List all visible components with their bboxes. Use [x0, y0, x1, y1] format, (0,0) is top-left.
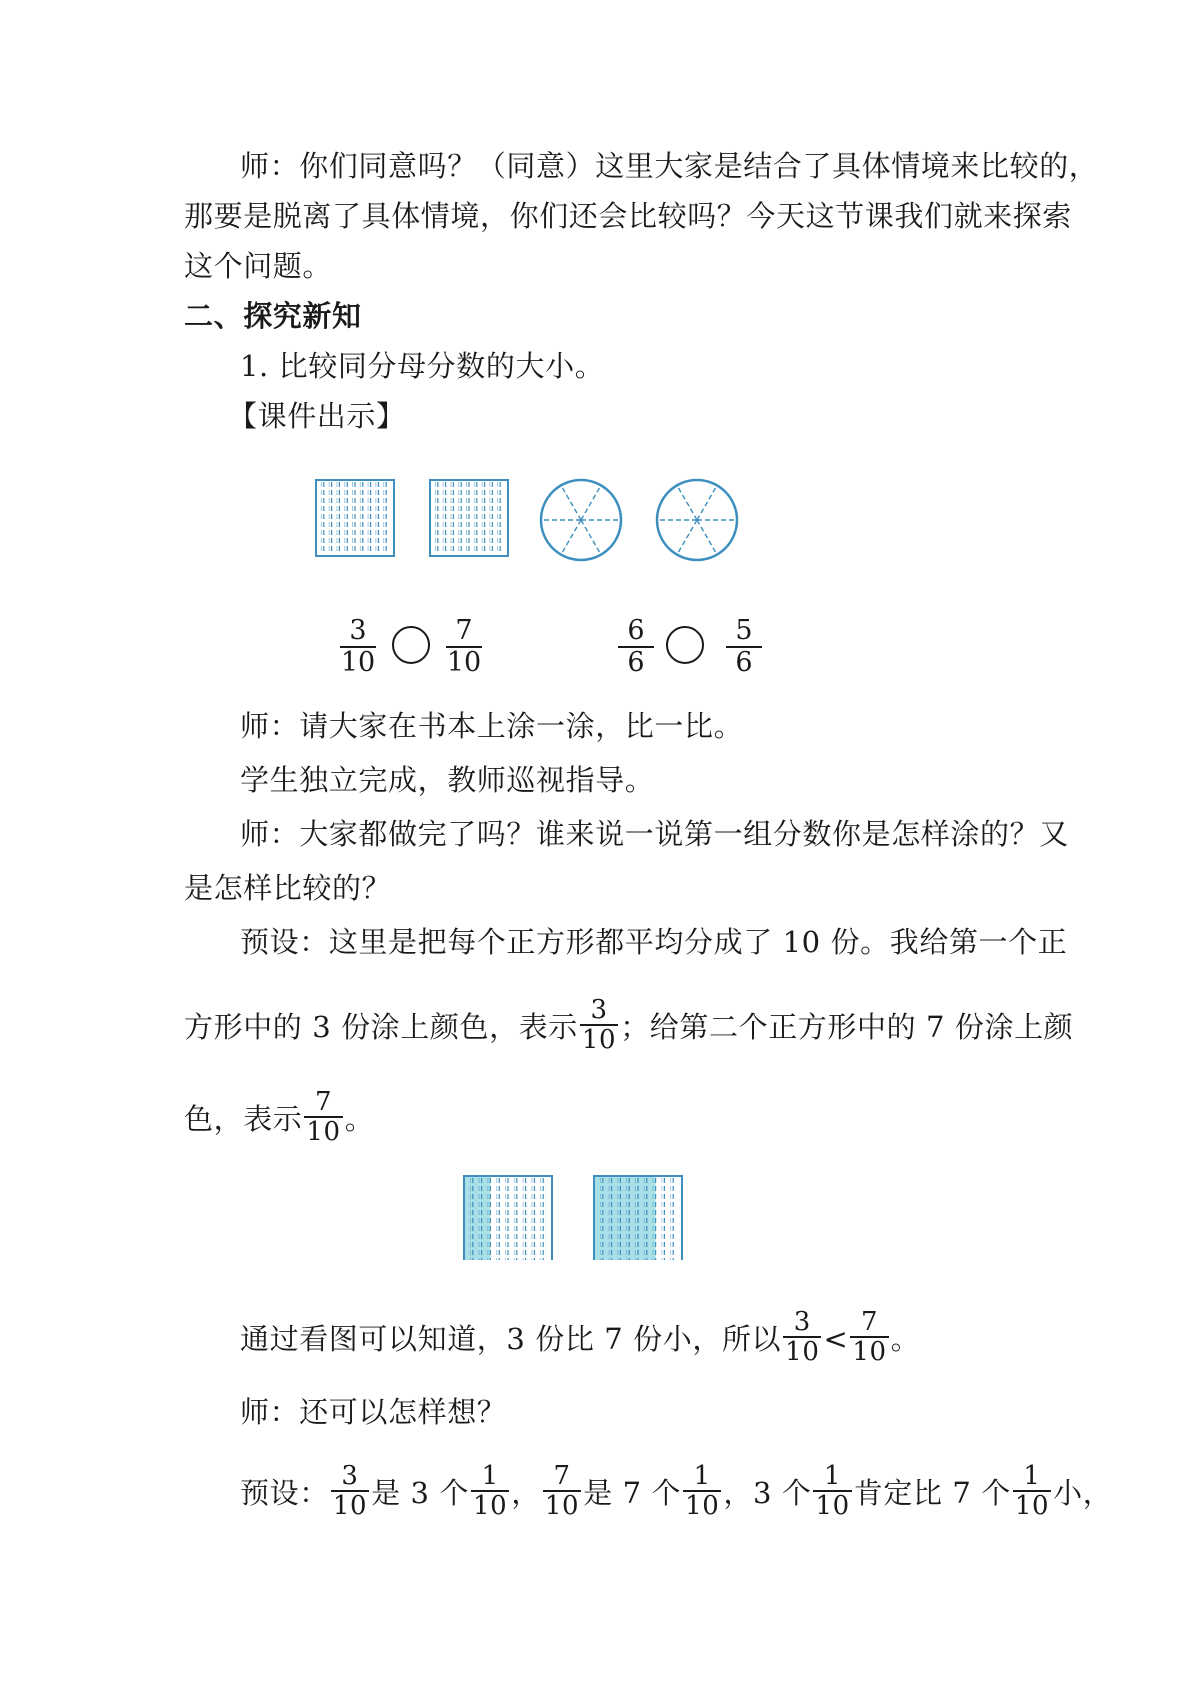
fraction-seven-tenths: [304, 1088, 342, 1146]
numerator: 7: [850, 1308, 888, 1338]
text-segment: 。: [890, 1322, 921, 1356]
radius-line: [581, 520, 601, 555]
paragraph-line: 师：大家都做完了吗？谁来说一说第一组分数你是怎样涂的？又: [240, 817, 1069, 851]
denominator: 10: [785, 1337, 820, 1367]
radius-line: [677, 485, 697, 520]
fraction-one-tenth: [471, 1462, 509, 1520]
less-than-sign: <: [823, 1322, 849, 1356]
tenths-squares: [316, 480, 508, 556]
shaded-area: [464, 1176, 490, 1260]
fraction-three-tenths: [331, 1462, 369, 1520]
compare-circle-blank: [392, 626, 430, 664]
text-segment: 方形中的 3 份涂上颜色，表示: [184, 1010, 578, 1044]
numerator: 7: [446, 616, 482, 648]
comparison-figure: [300, 470, 800, 620]
fraction-three-tenths: [580, 996, 618, 1054]
denominator: 10: [340, 647, 376, 678]
numerator: 1: [683, 1462, 721, 1492]
fraction-one-tenth: [683, 1462, 721, 1520]
compare-circle-blank: [666, 626, 704, 664]
text-segment: ；给第二个正方形中的 7 份涂上颜: [620, 1010, 1074, 1044]
fraction-three-tenths: [783, 1308, 821, 1366]
denominator: 10: [815, 1491, 850, 1521]
text-segment: ，: [511, 1476, 541, 1510]
paragraph-line: [184, 995, 1074, 1058]
radius-line: [561, 485, 581, 520]
denominator: 6: [627, 647, 645, 678]
numerator: 6: [618, 616, 654, 648]
numerator: 7: [543, 1462, 581, 1492]
denominator: 10: [306, 1117, 341, 1147]
fraction-one-tenth: [813, 1462, 851, 1520]
section-heading: 二、探究新知: [184, 299, 362, 333]
text-segment: 。: [344, 1102, 375, 1136]
courseware-label: 【课件出示】: [228, 399, 406, 433]
radius-line: [561, 520, 581, 555]
radius-line: [697, 485, 717, 520]
numerator: 3: [340, 616, 376, 648]
fraction-five-sixths: [726, 616, 762, 678]
list-item: 1. 比较同分母分数的大小。: [240, 349, 605, 383]
fraction-three-tenths: [340, 616, 376, 678]
paragraph-line: [240, 1461, 1113, 1524]
radius-line: [697, 520, 717, 555]
text-segment: 小，: [1053, 1476, 1113, 1510]
shaded-tenths-squares: [464, 1176, 682, 1260]
text-segment: 肯定比 7 个: [853, 1476, 1011, 1510]
denominator: 10: [473, 1491, 508, 1521]
paragraph-line: 师：还可以怎样想？: [240, 1395, 507, 1429]
paragraph-line: 师：请大家在书本上涂一涂，比一比。: [240, 709, 744, 743]
denominator: 10: [852, 1337, 887, 1367]
denominator: 10: [332, 1491, 368, 1521]
radius-line: [581, 485, 601, 520]
fraction-seven-tenths: [446, 616, 482, 678]
paragraph-line: 是怎样比较的？: [184, 871, 392, 905]
denominator: 10: [544, 1491, 580, 1521]
denominator: 10: [1014, 1491, 1050, 1521]
denominator: 10: [446, 647, 482, 678]
fraction-one-tenth: [1013, 1462, 1051, 1520]
numerator: 1: [1013, 1462, 1051, 1492]
paragraph-line: 师：你们同意吗？（同意）这里大家是结合了具体情境来比较的，: [240, 149, 1099, 183]
numerator: 1: [813, 1462, 851, 1492]
fraction-six-sixths: [618, 616, 654, 678]
paragraph-line: 那要是脱离了具体情境，你们还会比较吗？今天这节课我们就来探索: [184, 199, 1073, 233]
numerator: 3: [331, 1462, 369, 1492]
text-segment: 是 3 个: [371, 1476, 469, 1510]
fraction-seven-tenths: [850, 1308, 888, 1366]
paragraph-line: 这个问题。: [184, 249, 333, 283]
paragraph-line: 预设：这里是把每个正方形都平均分成了 10 份。我给第一个正: [240, 925, 1068, 959]
denominator: 10: [685, 1491, 720, 1521]
text-segment: 是 7 个: [583, 1476, 682, 1510]
paragraph-line: [184, 1087, 1024, 1150]
numerator: 1: [471, 1462, 509, 1492]
text-segment: 通过看图可以知道，3 份比 7 份小，所以: [240, 1322, 782, 1356]
shaded-squares-figure: [440, 1160, 700, 1260]
text-segment: ，3 个: [723, 1476, 812, 1510]
radius-line: [677, 520, 697, 555]
denominator: 6: [735, 647, 753, 678]
numerator: 5: [726, 616, 762, 648]
paragraph-line: [240, 1307, 1080, 1370]
denominator: 10: [581, 1025, 617, 1055]
paragraph-line: 学生独立完成，教师巡视指导。: [240, 763, 655, 797]
numerator: 3: [783, 1308, 821, 1338]
sixths-circles: [541, 480, 737, 560]
numerator: 7: [304, 1088, 342, 1118]
text-segment: 色，表示: [184, 1102, 303, 1136]
numerator: 3: [580, 996, 618, 1026]
text-segment: 预设：: [240, 1476, 329, 1510]
fraction-seven-tenths: [543, 1462, 581, 1520]
